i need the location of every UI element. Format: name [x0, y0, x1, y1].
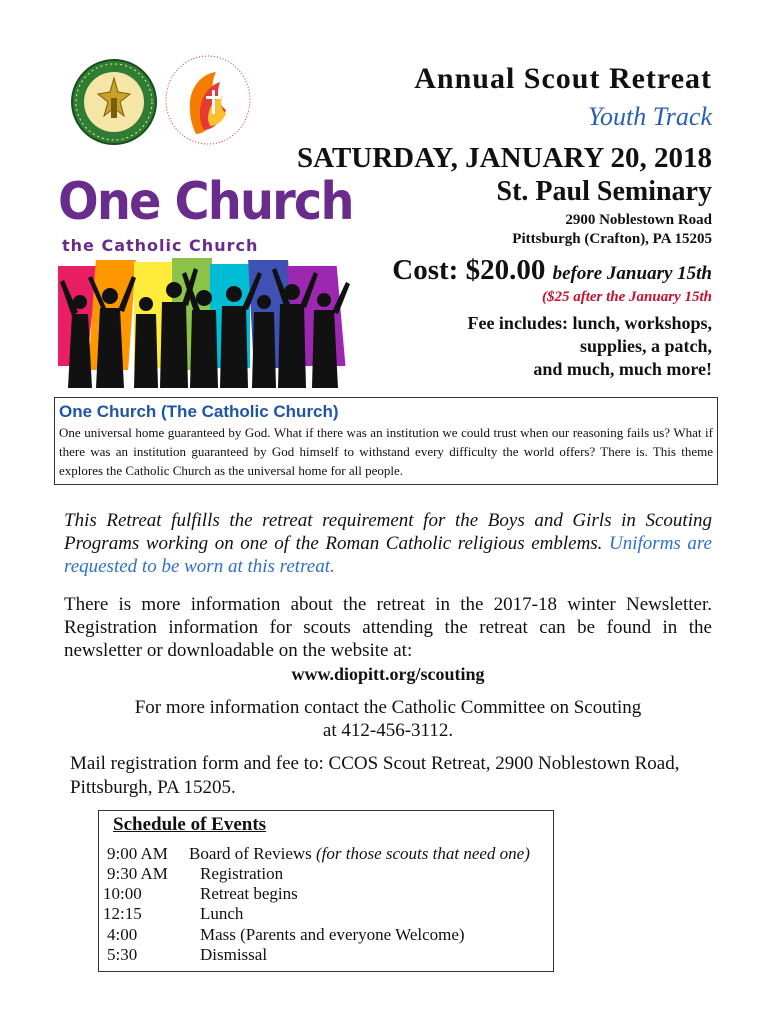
mail-registration-text: Mail registration form and fee to: CCOS Scout Retreat, 2900 Noblestown Road, Pittsburgh, PA 15205. — [70, 753, 680, 798]
event-date: SATURDAY, JANUARY 20, 2018 — [297, 142, 712, 174]
schedule-event: Lunch — [200, 904, 244, 923]
event-track: Youth Track — [587, 102, 712, 131]
website-url: www.diopitt.org/scouting — [291, 664, 485, 684]
schedule-time: 9:30 AM — [107, 864, 168, 883]
fee-line-3: and much, much more! — [533, 359, 712, 379]
fulfill-statement: This Retreat fulfills the retreat requirement for the Boys and Girls in Scouting Programs working on one of the Roman Catholic religious emblems. — [64, 510, 712, 554]
fee-includes — [380, 312, 712, 381]
schedule-box — [98, 810, 554, 972]
cost-line — [320, 254, 712, 287]
contact-line-1: For more information contact the Catholic Committee on Scouting — [134, 697, 642, 718]
event-venue: St. Paul Seminary — [496, 176, 712, 207]
schedule-time: 10:00 — [103, 884, 142, 903]
theme-description: One universal home guaranteed by God. What if there was an institution we could trust when our reasoning fails us? What if there was an institution guaranteed by God himself to withstand every difficulty the world offers? There is. This theme explores the Catholic Church as the universal home for all people. — [59, 425, 713, 478]
schedule-event-name: Board of Reviews — [189, 844, 312, 863]
crowd-silhouette-image — [58, 258, 350, 388]
cost-note: before January 15th — [552, 263, 712, 284]
schedule-event: Mass (Parents and everyone Welcome) — [200, 925, 465, 944]
schedule-event: Dismissal — [200, 945, 268, 964]
venue-address-line1: 2900 Noblestown Road — [565, 212, 712, 228]
theme-box — [54, 397, 718, 485]
contact-info — [64, 696, 712, 742]
catholic-committee-bsa-logo — [70, 58, 158, 146]
schedule-time: 4:00 — [107, 925, 138, 944]
venue-address-line2: Pittsburgh (Crafton), PA 15205 — [512, 231, 712, 247]
event-title: Annual Scout Retreat — [414, 62, 712, 95]
schedule-event — [189, 844, 530, 864]
one-church-graphic-subtitle: the Catholic Church — [62, 236, 259, 255]
fee-line-1: Fee includes: lunch, workshops, — [467, 313, 712, 333]
schedule-title: Schedule of Events — [113, 814, 267, 835]
cost-label: Cost: $20.00 — [392, 254, 546, 286]
schedule-time: 9:00 AM — [107, 844, 168, 863]
fee-line-2: supplies, a patch, — [579, 336, 712, 356]
uniform-request: Uniforms are requested to be worn at this retreat. — [64, 533, 712, 577]
one-church-graphic-title: One Church — [58, 172, 353, 232]
more-info-text: There is more information about the retreat in the 2017-18 winter Newsletter. Registration information for scouts attending the retreat can be found in the newsletter or downloadable on the website at: — [64, 594, 712, 661]
contact-line-2: at 412-456-3112. — [322, 720, 454, 741]
schedule-time: 5:30 — [107, 945, 138, 964]
schedule-event: Registration — [200, 864, 284, 883]
ncc-girl-scouts-logo — [160, 50, 256, 150]
schedule-event: Retreat begins — [200, 884, 298, 903]
schedule-time: 12:15 — [103, 904, 142, 923]
schedule-event-note: (for those scouts that need one) — [316, 844, 530, 863]
retreat-fulfills-text — [64, 509, 712, 578]
theme-title: One Church (The Catholic Church) — [59, 402, 339, 421]
late-fee-note: ($25 after the January 15th — [541, 289, 712, 305]
